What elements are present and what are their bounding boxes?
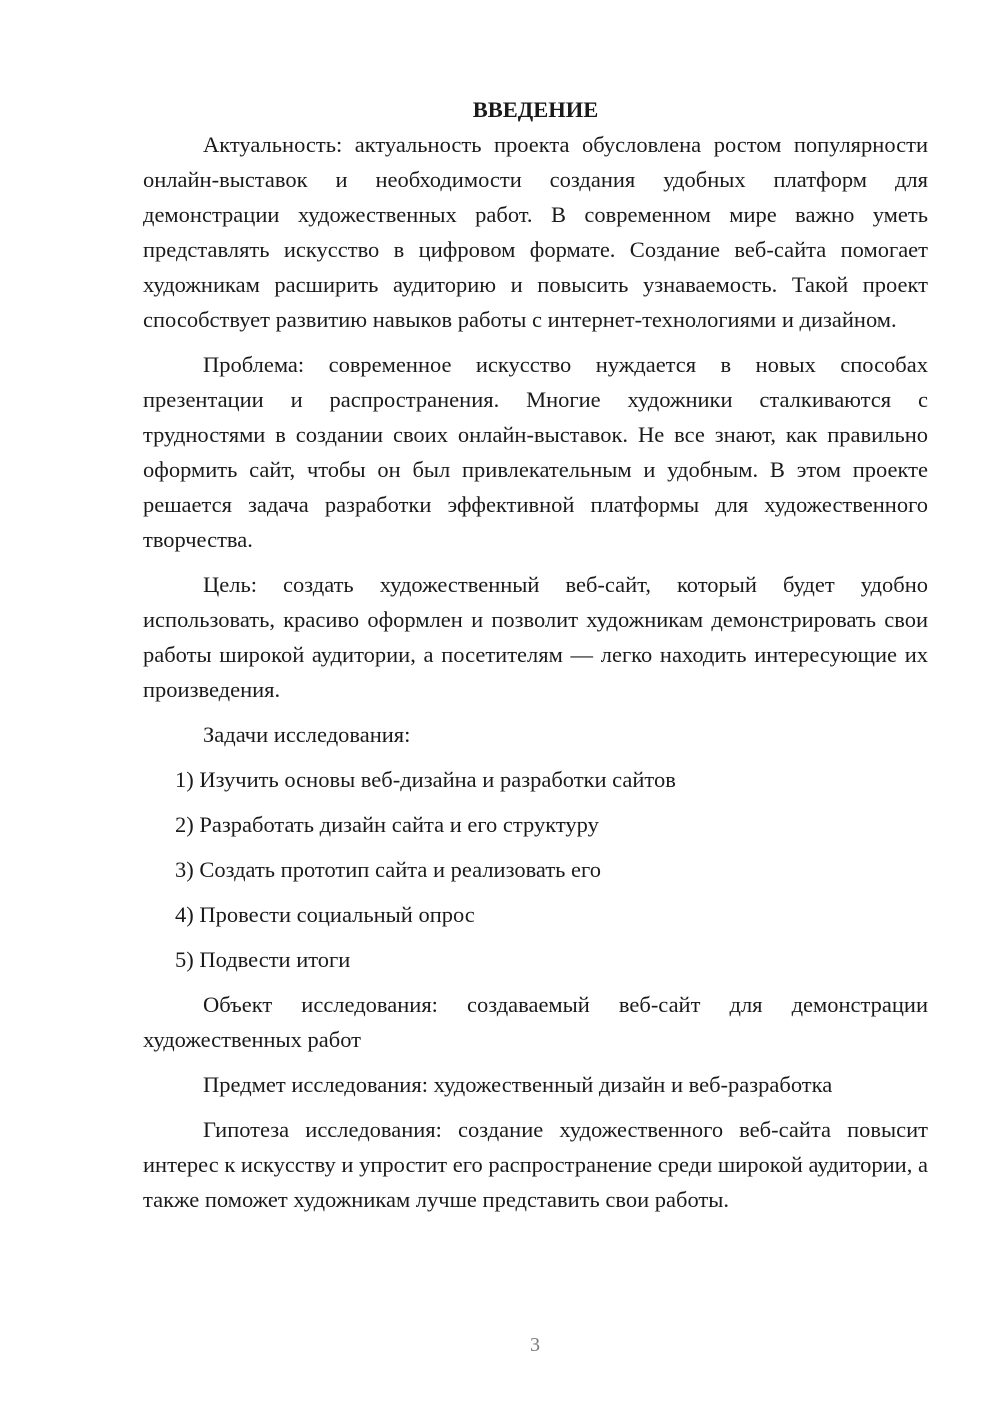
tasks-list [143, 762, 928, 977]
task-item: 1) Изучить основы веб-дизайна и разработки сайтов [175, 767, 676, 792]
page-number: 3 [530, 1334, 540, 1356]
document-page [143, 92, 928, 1217]
section-title: ВВЕДЕНИЕ [472, 97, 599, 122]
object-paragraph: Объект исследования: создаваемый веб-сайт для демонстрации художественных работ [143, 992, 928, 1052]
task-item: 5) Подвести итоги [175, 947, 351, 972]
problem-paragraph: Проблема: современное искусство нуждается в новых способах презентации и распространения. Многие художники сталкиваются с трудностями в создании своих онлайн-выставок. Не все знают, как правильно оформить сайт, чтобы он был привлекательным и удобным. В этом проекте решается задача разработки эффективной платформы для художественного творчества. [143, 352, 928, 552]
task-item: 4) Провести социальный опрос [175, 902, 475, 927]
relevance-paragraph: Актуальность: актуальность проекта обусловлена ростом популярности онлайн-выставок и необходимости создания удобных платформ для демонстрации художественных работ. В современном мире важно уметь представлять искусство в цифровом формате. Создание веб-сайта помогает художникам расширить аудиторию и повысить узнаваемость. Такой проект способствует развитию навыков работы с интернет-технологиями и дизайном. [143, 132, 928, 332]
task-item: 2) Разработать дизайн сайта и его структуру [175, 812, 599, 837]
task-item: 3) Создать прототип сайта и реализовать его [175, 857, 601, 882]
hypothesis-paragraph: Гипотеза исследования: создание художественного веб-сайта повысит интерес к искусству и упростит его распространение среди широкой аудитории, а также поможет художникам лучше представить свои работы. [143, 1117, 928, 1212]
subject-paragraph: Предмет исследования: художественный дизайн и веб-разработка [203, 1072, 833, 1097]
goal-paragraph: Цель: создать художественный веб-сайт, который будет удобно использовать, красиво оформлен и позволит художникам демонстрировать свои работы широкой аудитории, а посетителям — легко находить интересующие их произведения. [143, 572, 928, 702]
tasks-heading: Задачи исследования: [203, 722, 411, 747]
